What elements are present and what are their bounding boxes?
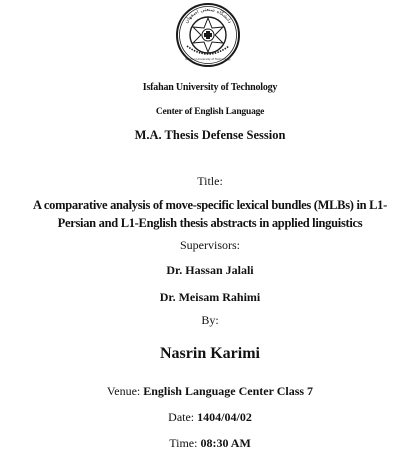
date-label: Date:	[168, 410, 198, 424]
university-name: Isfahan University of Technology	[142, 82, 278, 93]
venue-label: Venue:	[106, 384, 144, 398]
author-name: Nasrin Karimi	[160, 345, 260, 362]
title-label: Title:	[197, 174, 223, 188]
department-name: Center of English Language	[155, 107, 265, 117]
date-value: 1404/04/02	[197, 410, 252, 424]
date-line	[0, 410, 420, 425]
thesis-title-line-1: A comparative analysis of move-specific lexical bundles (MLBs) in L1-	[33, 198, 387, 212]
thesis-title	[0, 196, 420, 232]
time-label: Time:	[169, 436, 201, 450]
supervisors-label: Supervisors:	[180, 238, 240, 252]
supervisor-name: Dr. Hassan Jalali	[166, 263, 254, 277]
venue-line	[0, 384, 420, 399]
university-seal-icon	[175, 2, 241, 68]
svg-text:دانشگاه صنعتی اصفهان: دانشگاه صنعتی اصفهان	[183, 6, 233, 25]
by-label: By:	[201, 313, 219, 327]
session-heading: M.A. Thesis Defense Session	[134, 128, 286, 142]
supervisor-name: Dr. Meisam Rahimi	[159, 290, 261, 304]
seal-text-bottom: Isfahan University of Technology	[185, 57, 231, 61]
thesis-title-line-2: Persian and L1-English thesis abstracts in applied linguistics	[57, 216, 363, 230]
time-value: 08:30 AM	[200, 436, 251, 450]
time-line	[0, 436, 420, 451]
venue-value: English Language Center Class 7	[143, 384, 314, 398]
